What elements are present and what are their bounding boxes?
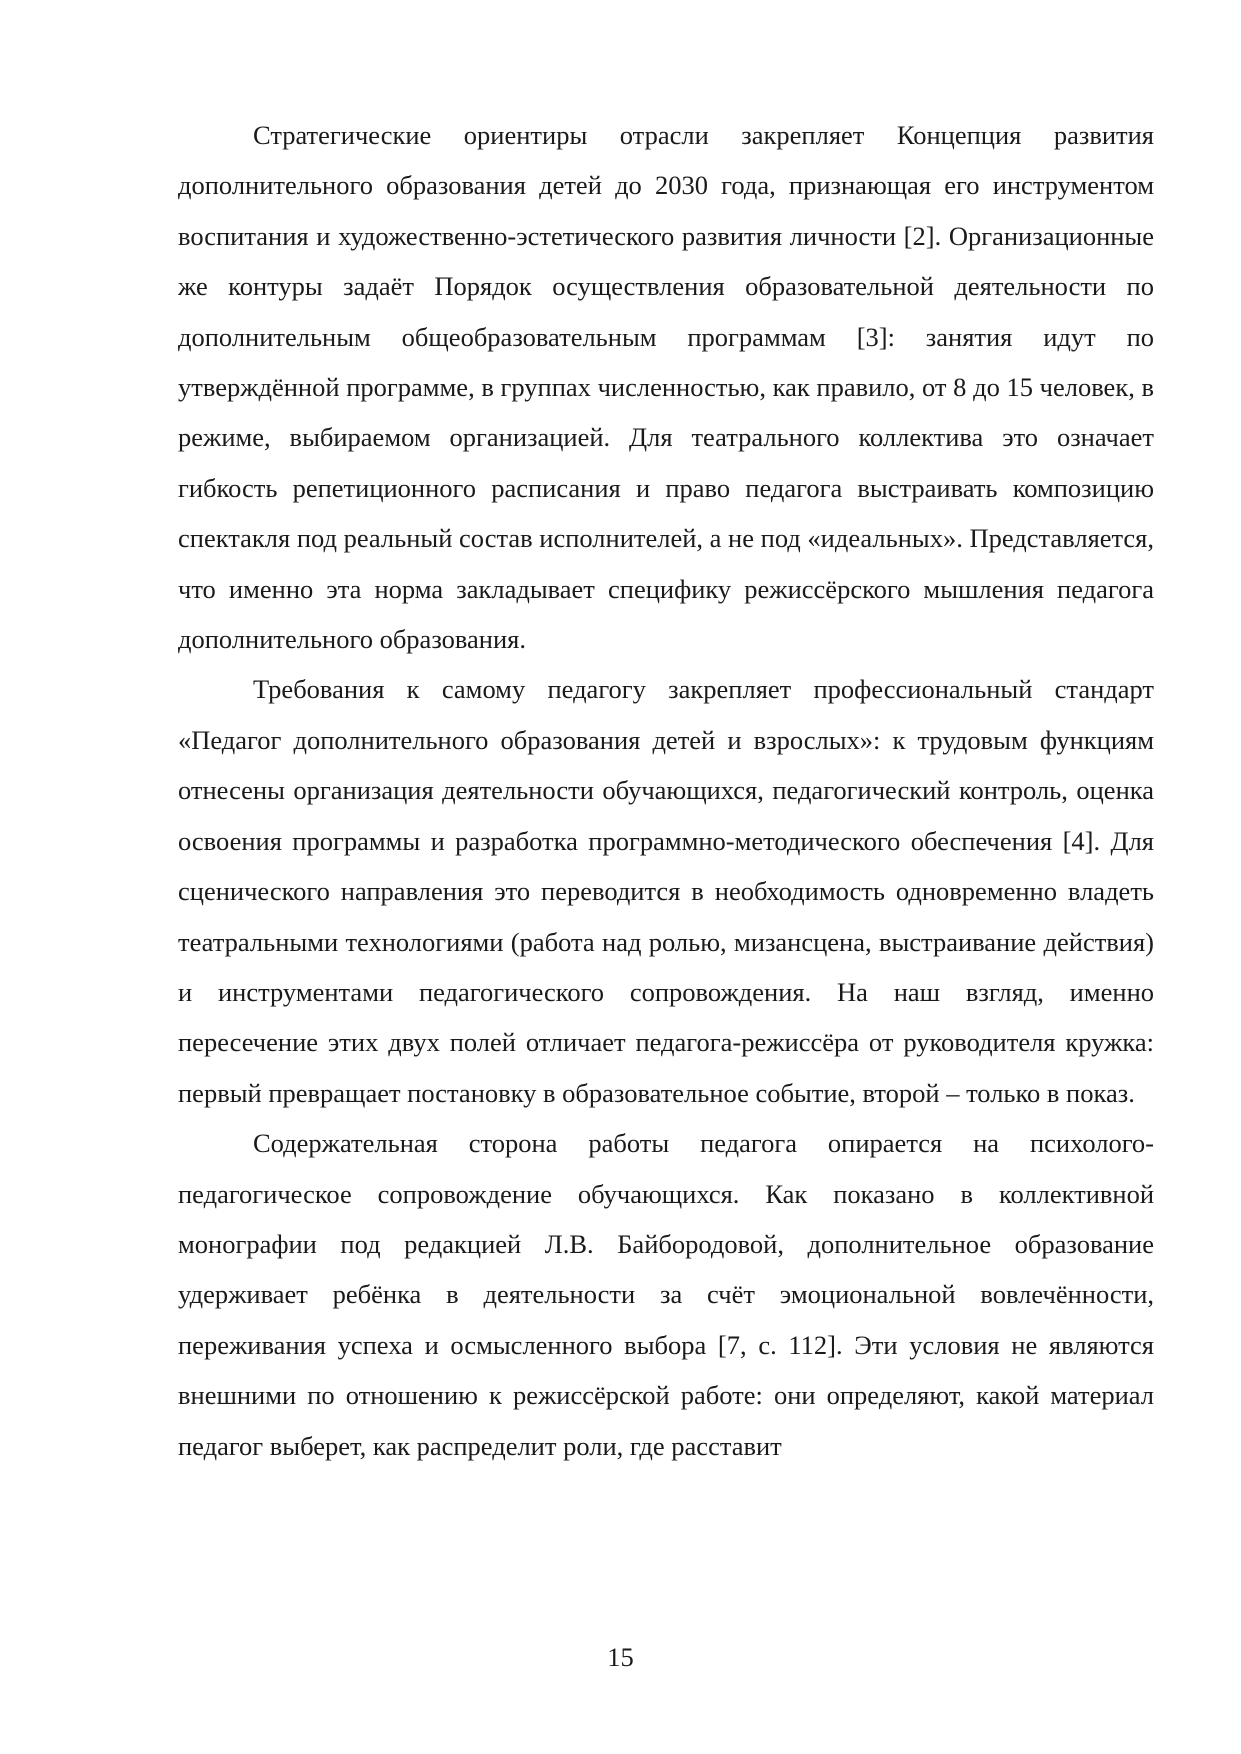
paragraph-1: Стратегические ориентиры отрасли закрепляет Концепция развития дополнительного образования детей до 2030 года, признающая его инструментом воспитания и художественно-эстетического развития личности [2]. Организационные же контуры задаёт Порядок осуществления образовательной деятельности по дополнительным общеобразовательным программам [3]: занятия идут по утверждённой программе, в группах численностью, как правило, от 8 до 15 человек, в режиме, выбираемом организацией. Для театрального коллектива это означает гибкость репетиционного расписания и право педагога выстраивать композицию спектакля под реальный состав исполнителей, а не под «идеальных». Представляется, что именно эта норма закладывает специфику режиссёрского мышления педагога дополнительного образования. bbox=[178, 120, 1154, 655]
body-text bbox=[178, 110, 1154, 1471]
page-number: 15 bbox=[607, 1642, 634, 1672]
paragraph-3: Содержательная сторона работы педагога опирается на психолого-педагогическое сопровождение обучающихся. Как показано в коллективной монографии под редакцией Л.В. Байбородовой, дополнительное образование удерживает ребёнка в деятельности за счёт эмоциональной вовлечённости, переживания успеха и осмысленного выбора [7, с. 112]. Эти условия не являются внешними по отношению к режиссёрской работе: они определяют, какой материал педагог выберет, как распределит роли, где расставит bbox=[178, 1128, 1154, 1461]
paragraph-2: Требования к самому педагогу закрепляет профессиональный стандарт «Педагог дополнительного образования детей и взрослых»: к трудовым функциям отнесены организация деятельности обучающихся, педагогический контроль, оценка освоения программы и разработка программно-методического обеспечения [4]. Для сценического направления это переводится в необходимость одновременно владеть театральными технологиями (работа над ролью, мизансцена, выстраивание действия) и инструментами педагогического сопровождения. На наш взгляд, именно пересечение этих двух полей отличает педагога-режиссёра от руководителя кружка: первый превращает постановку в образовательное событие, второй – только в показ. bbox=[178, 674, 1154, 1108]
